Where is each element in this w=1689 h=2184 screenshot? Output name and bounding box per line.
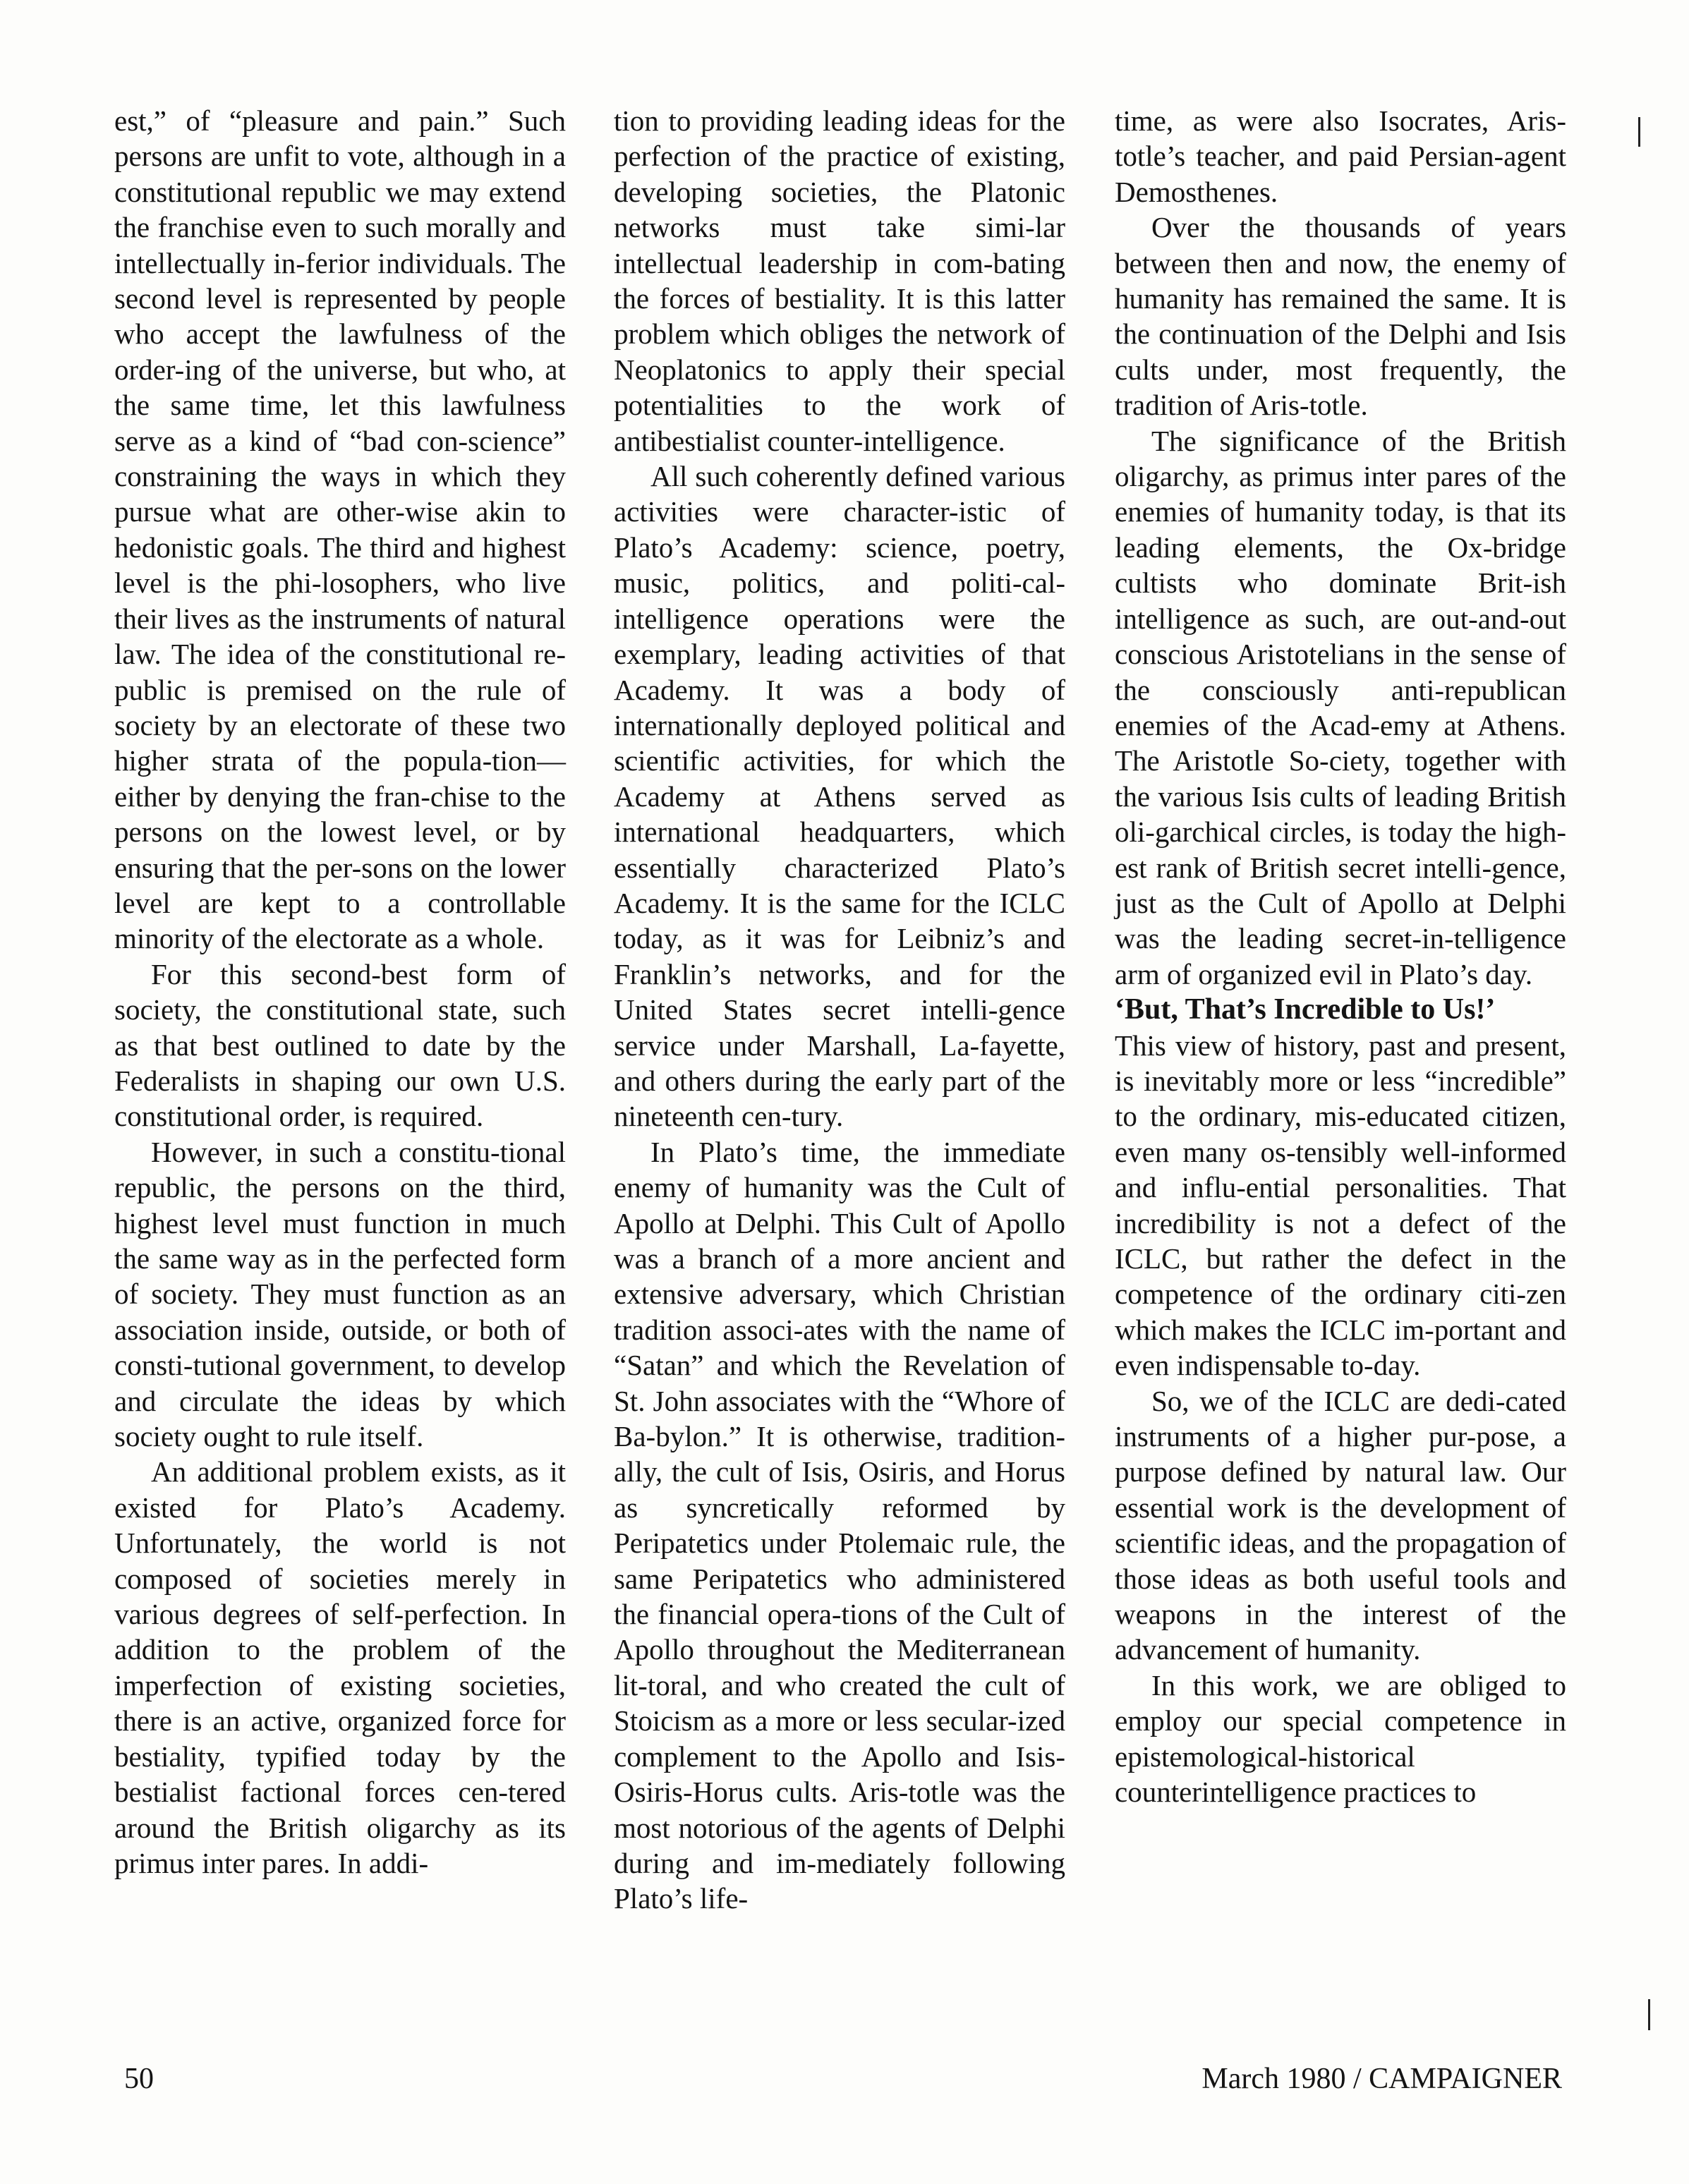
paragraph: However, in such a constitu-tional republic, the persons on the third, highest level must function in much the same way as in the perfected form of society. They must function as an association inside, outside, or both of consti-tutional government, to develop and circulate the ideas by which society ought to rule itself.	[114, 1135, 566, 1453]
paragraph: est,” of “pleasure and pain.” Such persons are unfit to vote, although in a constitutional republic we may extend the franchise even to such morally and intellectually in-ferior individuals. The second level is represented by people who accept the lawfulness of the order-ing of the universe, but who, at the same time, let this lawfulness serve as a kind of “bad con-science” constraining the ways in which they pursue what are other-wise akin to hedonistic goals. The third and highest level is the phi-losophers, who live their lives as the instruments of natural law. The idea of the constitutional re-public is premised on the rule of society by an electorate of these two higher strata of the popula-tion—either by denying the fran-chise to the persons on the lowest level, or by ensuring that the per-sons on the lower level are kept to a controllable minority of the electorate as a whole.	[114, 104, 566, 955]
paragraph: In Plato’s time, the immediate enemy of humanity was the Cult of Apollo at Delphi. This Cult of Apollo was a branch of a more ancient and extensive adversary, which Christian tradition associ-ates with the name of “Satan” and which the Revelation of St. John associates with the “Whore of Ba-bylon.” It is otherwise, tradition-ally, the cult of Isis, Osiris, and Horus as syncretically reformed by Peripatetics under Ptolemaic rule, the same Peripatetics who administered the financial opera-tions of the Cult of Apollo throughout the Mediterranean lit-toral, and who created the cult of Stoicism as a more or less secular-ized complement to the Apollo and Isis-Osiris-Horus cults. Aris-totle was the most notorious of the agents of Delphi during and im-mediately following Plato’s life-	[614, 1135, 1065, 1915]
paragraph: An additional problem exists, as it existed for Plato’s Academy. Unfortunately, the world is not composed of societies merely in various degrees of self-perfection. In addition to the problem of the imperfection of existing societies, there is an active, organized force for bestiality, typified today by the bestialist factional forces cen-tered around the British oligarchy as its primus inter pares. In addi-	[114, 1455, 566, 1879]
paragraph: The significance of the British oligarchy, as primus inter pares of the enemies of humanity today, is that its leading elements, the Ox-bridge cultists who dominate Brit-ish intelligence as such, are out-and-out conscious Aristotelians in the sense of the consciously anti-republican enemies of the Acad-emy at Athens. The Aristotle So-ciety, together with the various Isis cults of leading British oli-garchical circles, is today the high-est rank of British secret intelli-gence, just as the Cult of Apollo at Delphi was the leading secret-in-telligence arm of organized evil in Plato’s day.	[1115, 424, 1566, 990]
paragraph: This view of history, past and present, is inevitably more or less “incredible” to the ordinary, mis-educated citizen, even many os-tensibly well-informed and influ-ential personalities. That incredibility is not a defect of the ICLC, but rather the defect in the competence of the ordinary citi-zen which makes the ICLC im-portant and even indispensable to-day.	[1115, 1029, 1566, 1382]
paragraph: For this second-best form of society, the constitutional state, such as that best outlined to date by the Federalists in shaping our own U.S. constitutional order, is required.	[114, 957, 566, 1133]
paragraph: So, we of the ICLC are dedi-cated instruments of a higher pur-pose, a purpose defined by natural law. Our essential work is the development of scientific ideas, and the propagation of those ideas as both useful tools and weapons in the interest of the advancement of humanity.	[1115, 1384, 1566, 1666]
margin-mark	[1648, 1999, 1650, 2030]
paragraph: time, as were also Isocrates, Aris-totle’s teacher, and paid Persian-agent Demosthenes.	[1115, 104, 1566, 208]
margin-mark	[1638, 117, 1640, 147]
text-column-2	[614, 103, 1065, 1917]
text-column-1	[114, 103, 566, 1881]
paragraph: All such coherently defined various activities were character-istic of Plato’s Academy: science, poetry, music, politics, and politi-cal-intelligence operations were the exemplary, leading activities of that Academy. It was a body of internationally deployed political and scientific activities, for which the Academy at Athens served as international headquarters, which essentially characterized Plato’s Academy. It is the same for the ICLC today, as it was for Leibniz’s and Franklin’s networks, and for the United States secret intelli-gence service under Marshall, La-fayette, and others during the early part of the nineteenth cen-tury.	[614, 460, 1065, 1133]
page-number: 50	[124, 2063, 154, 2095]
issue-footer: March 1980 / CAMPAIGNER	[1201, 2063, 1562, 2095]
section-subheading: ‘But, That’s Incredible to Us!’	[1115, 993, 1496, 1026]
text-column-3	[1115, 103, 1566, 1810]
paragraph: In this work, we are obliged to employ our special competence in epistemological-historical counterintelligence practices to	[1115, 1668, 1566, 1809]
paragraph: tion to providing leading ideas for the perfection of the practice of existing, developing societies, the Platonic networks must take simi-lar intellectual leadership in com-bating the forces of bestiality. It is this latter problem which obliges the network of Neoplatonics to apply their special potentialities to the work of antibestialist counter-intelligence.	[614, 104, 1065, 457]
paragraph: Over the thousands of years between then and now, the enemy of humanity has remained the same. It is the continuation of the Delphi and Isis cults under, most frequently, the tradition of Aris-totle.	[1115, 211, 1566, 422]
